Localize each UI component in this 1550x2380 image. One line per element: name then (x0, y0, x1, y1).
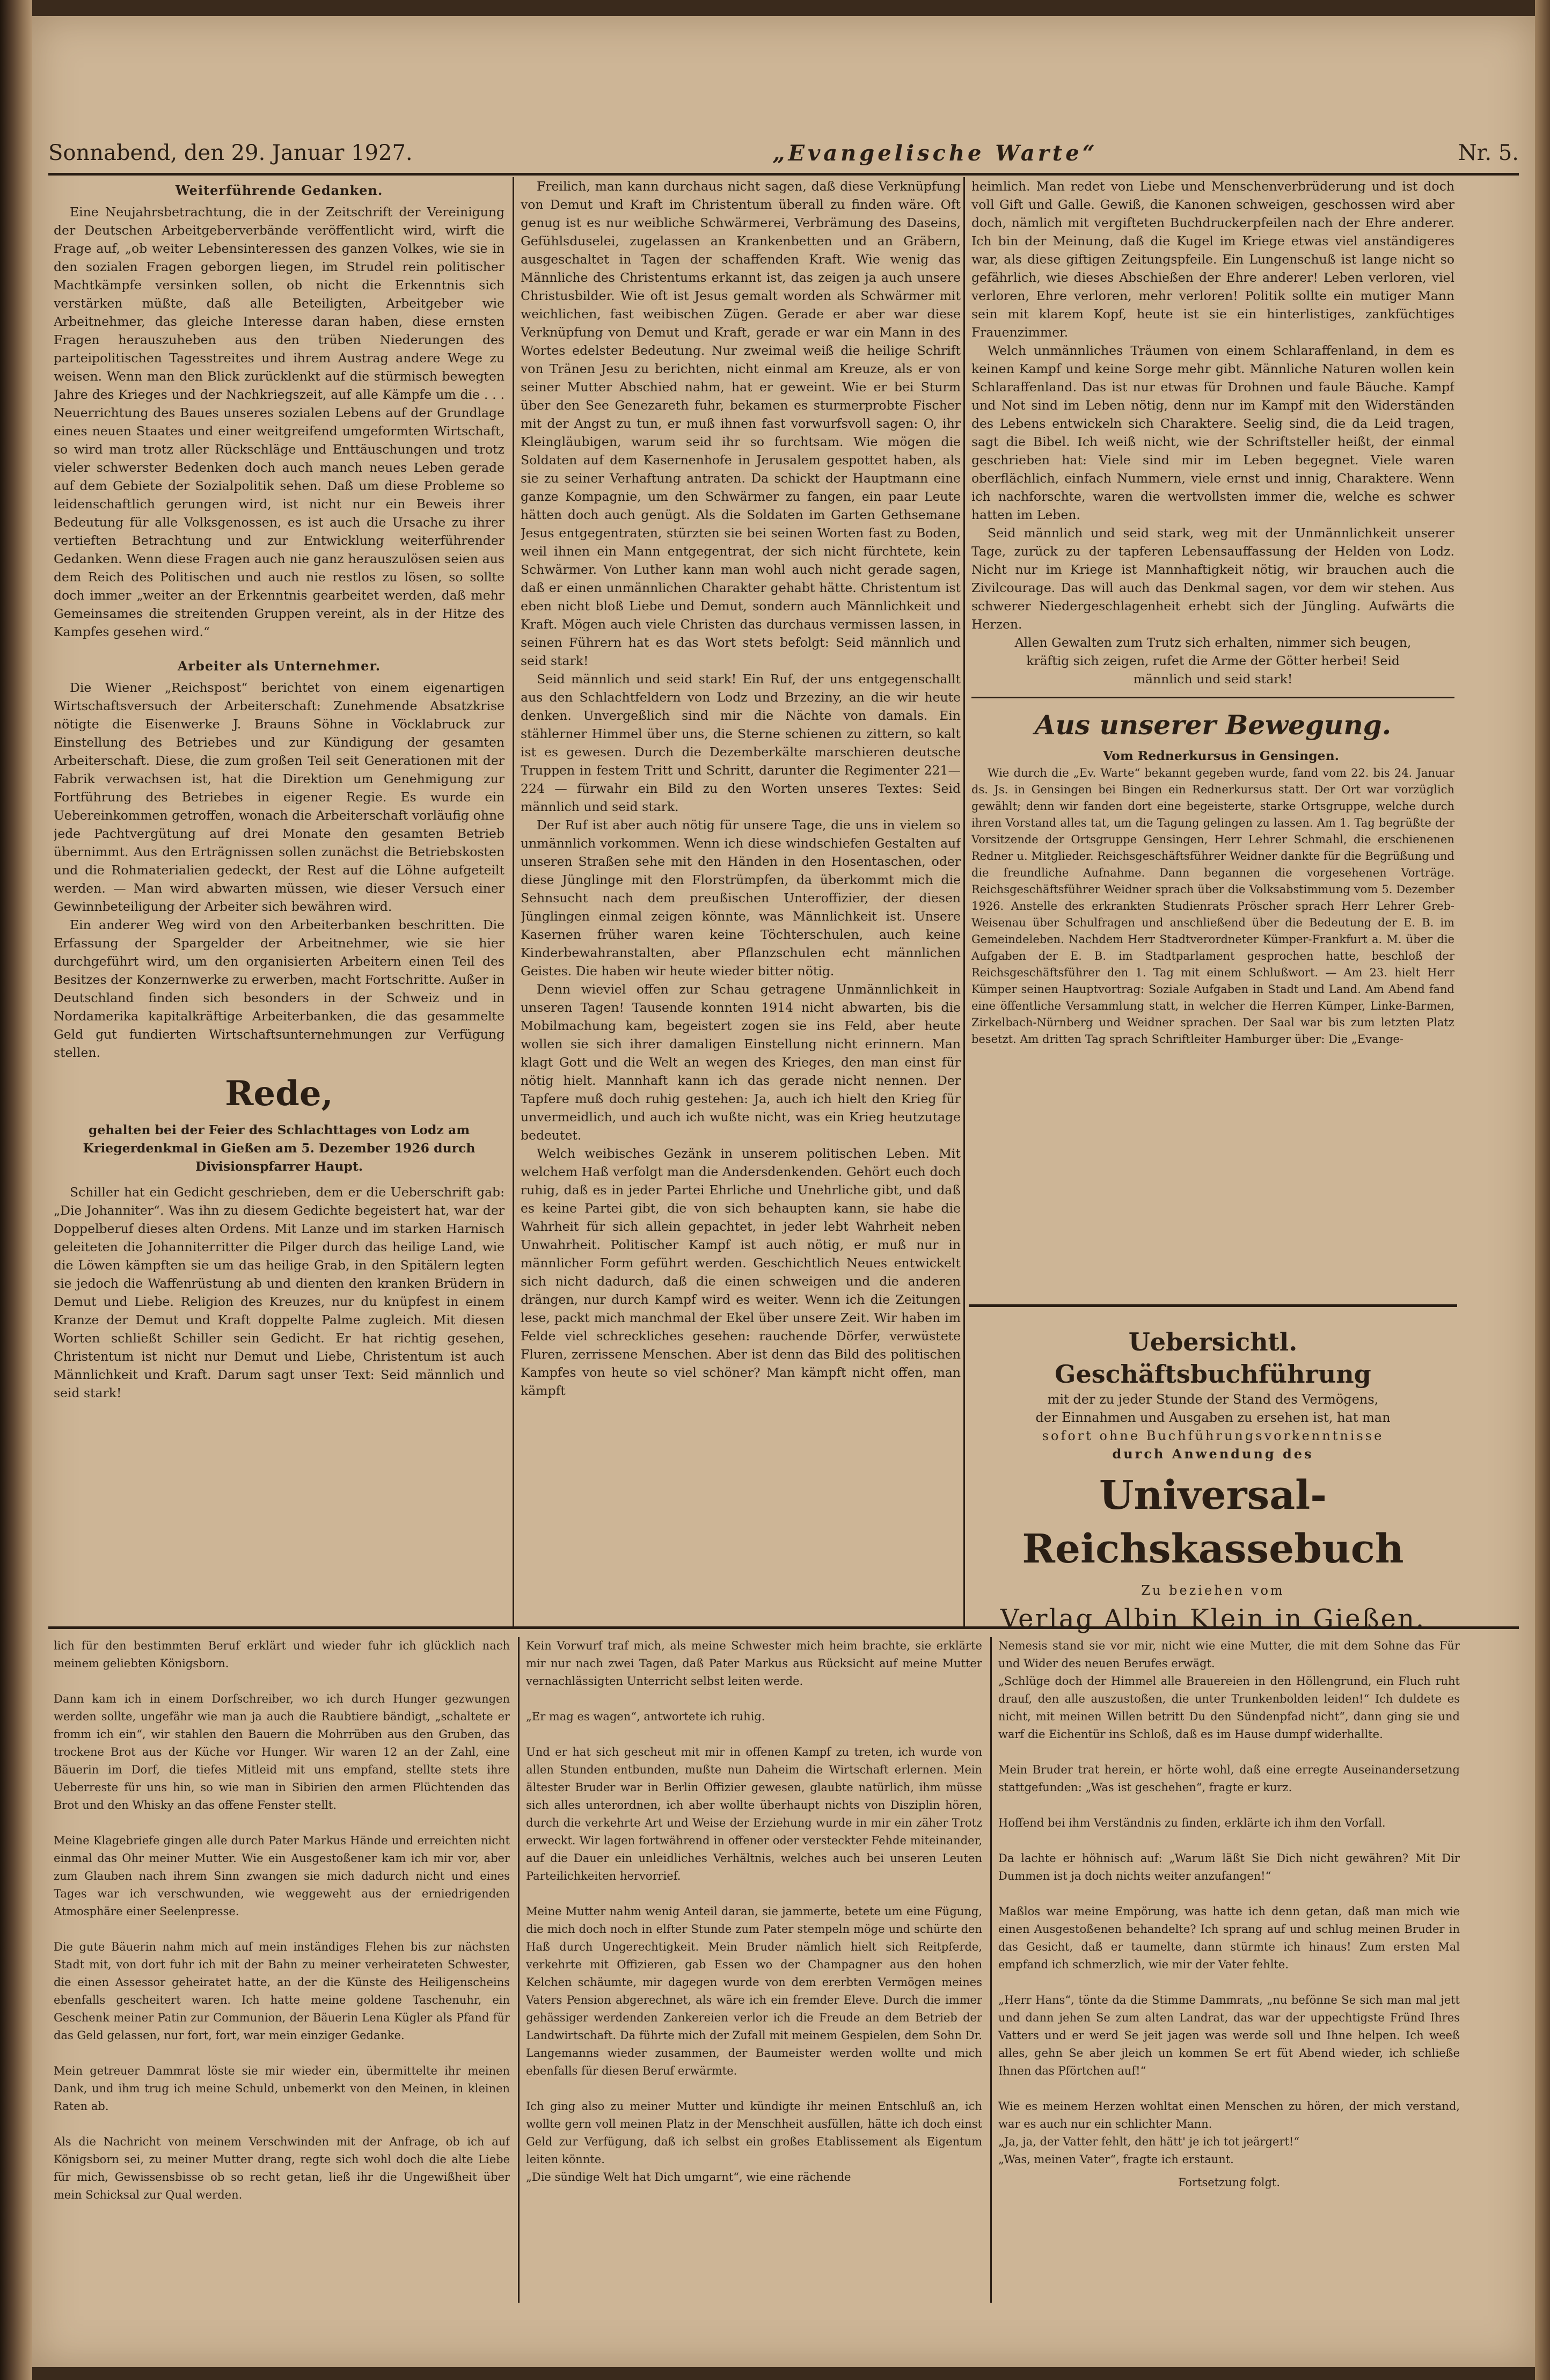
ad-product: Universal-Reichskassebuch (1022, 1472, 1404, 1572)
article-heading: Weiterführende Gedanken. (175, 182, 383, 198)
article-paragraph: Der Ruf ist aber auch nötig für unsere Tage, die uns in vielem so unmännlich vorkommen. Wenn ich diese windschiefen Gestalten auf unseren Straßen sehe mit den Händen in den Hosentaschen, oder diese Jünglinge mit den Florstrümpfen, da überkommt mich die Sehnsucht nach dem preußischen Unteroffizier, der diesen Jünglingen einmal zeigen könnte, was Männlichkeit ist. Unsere Kasernen früher waren keine Töchterschulen, auch keine Kinderbewahranstalten, aber Pflanzschulen echt männlichen Geistes. Die haben wir heute wieder bitter nötig. (521, 817, 961, 979)
article-paragraph: Seid männlich und seid stark! Ein Ruf, der uns entgegenschallt aus den Schlachtfeldern von Lodz und Brzeziny, an die wir heute denken. Unvergeßlich sind mir die Nächte von damals. Ein stählerner Himmel über uns, die Sterne schienen zu zittern, so kalt ist es gewesen. Durch die Dezemberkälte marschieren deutsche Truppen in festem Tritt und Schritt, darunter die Regimenter 221—224 — fürwahr ein Bild zu den Worten unseres Textes: Seid männlich und seid stark. (521, 671, 961, 814)
story-column-3 (998, 1637, 1460, 2313)
column-rule (518, 1637, 520, 2303)
article-paragraph: Denn wieviel offen zur Schau getragene Unmännlichkeit in unseren Tagen! Tausende konnten 1914 nicht abwarten, bis die Mobilmachung kam, begeistert zogen sie ins Feld, aber heute wollen sie sich ihrer damaligen Einstellung nicht erinnern. Man klagt Gott und die Welt an wegen des Krieges, den man einst für nötig hielt. Mannhaft kann ich das gerade nicht nennen. Der Tapfere muß doch ruhig gestehen: Ja, auch ich hielt den Krieg für unvermeidlich, und auch ich wußte nicht, was ein Krieg heutzutage bedeutet. (521, 982, 961, 1143)
issue-date: Sonnabend, den 29. Januar 1927. (48, 141, 413, 165)
issue-number: Nr. 5. (1458, 141, 1519, 165)
story-column-2: Kein Vorwurf traf mich, als meine Schwester mich heim brachte, sie erklärte mir nur nach zwei Tagen, daß Pater Markus aus Rücksicht auf meine Mutter vernachlässigten Unterricht selbst leiten werde. „Er mag es wagen“, antwortete ich ruhig. Und er hat sich gescheut mit mir in offenen Kampf zu treten, ich wurde von allen Stunden entbunden, mußte nun Daheim die Wirtschaft erlernen. Mein ältester Bruder war in Berlin Offizier gewesen, glaubte natürlich, ihm müsse sich alles unterordnen, ich aber wollte überhaupt nichts von Disziplin hören, durch die verkehrte Art und Weise der Erziehung wurde in mir ein zäher Trotz erweckt. Wir lagen fortwährend in offener oder versteckter Fehde miteinander, auf die Dauer ein unleidliches Verhältnis, welches auch bei unseren Leuten Parteilichkeiten hervorrief. Meine Mutter nahm wenig Anteil daran, sie jammerte, betete um eine Fügung, die mich doch noch in elfter Stunde zum Pater stempeln möge und schürte den Haß durch Ungerechtigkeit. Mein Bruder nämlich hielt sich Reitpferde, verkehrte mit Offizieren, gab Essen wo der Champagner aus den hohen Kelchen schäumte, mir dagegen wurde von dem ererbten Vermögen meines Vaters Pension abgerechnet, als wäre ich ein fremder Eleve. Durch die immer gehässiger werdenden Zankereien verlor ich die Freude an dem Betrieb der Landwirtschaft. Da führte mich der Zufall mit meinem Gespielen, dem Sohn Dr. Langemanns wieder zusammen, der Baumeister werden wollte und mich ebenfalls für diesen Beruf erwärmte. Ich ging also zu meiner Mutter und kündigte ihr meinen Entschluß an, ich wollte gern voll meinen Platz in der Menschheit ausfüllen, hätte ich doch einst Geld zur Verfügung, daß ich selbst ein großes Etablissement als Eigentum leiten könnte. „Die sündige Welt hat Dich umgarnt“, wie eine rächende (526, 1639, 982, 2184)
article-paragraph: Welch unmännliches Träumen von einem Schlaraffenland, in dem es keinen Kampf und keine Sorge mehr gibt. Männliche Naturen wollen kein Schlaraffenland. Das ist nur etwas für Drohnen und faule Bäuche. Kampf und Not sind im Leben nötig, denn nur im Kampf mit den Widerständen des Lebens entwickeln sich Charaktere. Seelig sind, die da Leid tragen, sagt die Bibel. Ich weiß nicht, wie der Schriftsteller heißt, der einmal geschrieben hat: Viele sind mir im Leben begegnet. Viele waren oberflächlich, einfach Nummern, viele ernst und innig, Charaktere. Wenn ich nachforschte, waren die wertvollsten immer die, welche es schwer hatten im Leben. (971, 343, 1454, 522)
ad-line: durch Anwendung des (1112, 1446, 1314, 1462)
article-paragraph: Die Wiener „Reichspost“ berichtet von einem eigenartigen Wirtschaftsversuch der Arbeiterschaft: Zunehmende Absatzkrise nötigte die Eisenwerke J. Brauns Söhne in Vöcklabruck zur Einstellung des Betriebes und zur Kündigung der gesamten Arbeiterschaft. Diese, die zum großen Teil seit Generationen mit der Fabrik verwachsen ist, hat die Direktion um Genehmigung zur Fortführung des Betriebes in eigener Regie. Es wurde ein Uebereinkommen getroffen, wonach die Arbeiterschaft vorläufig ohne jede Pachtvergütung auf drei Monate den gesamten Betrieb übernimmt. Aus den Erträgnissen sollen zunächst die Betriebskosten und die Rohmaterialien gedeckt, der Rest auf die Löhne aufgeteilt werden. — Man wird abwarten müssen, wie dieser Versuch einer Gewinnbeteiligung der Arbeiter sich bewähren wird. (54, 680, 505, 914)
ad-line: der Einnahmen und Ausgaben zu ersehen ist, hat man (1035, 1410, 1391, 1425)
article-paragraph: Ein anderer Weg wird von den Arbeiterbanken beschritten. Die Erfassung der Spargelder der Arbeitnehmer, wie sie hier durchgeführt wird, um den organisierten Arbeitern einen Teil des Besitzes der Konzernwerke zu erwerben, macht Fortschritte. Außer in Deutschland finden sich besonders in der Schweiz und in Nordamerika kapitalkräftige Arbeiterbanken, die das gesammelte Geld gut fundierten Wirtschaftsunternehmungen zur Verfügung stellen. (54, 917, 505, 1060)
book-binding (0, 0, 32, 2380)
article-paragraph: heimlich. Man redet von Liebe und Menschenverbrüderung und ist doch voll Gift und Galle. Gewiß, die Kanonen schweigen, geschossen wird aber doch, nämlich mit vergifteten Buchdruckerpfeilen nach der Ehre anderer. Ich bin der Meinung, daß die Kugel im Kriege etwas viel anständigeres war, als diese giftigen Zeitungspfeile. Ein Lungenschuß ist lange nicht so gefährlich, wie dieses Abschießen der Ehre anderer! Leben verloren, viel verloren, Ehre verloren, mehr verloren! Politik sollte ein mutiger Mann sein mit klarem Kopf, heute ist sie ein hinterlistiges, zankfüchtiges Frauenzimmer. (971, 179, 1454, 340)
ad-line: mit der zu jeder Stunde der Stand des Vermögens, (1047, 1392, 1379, 1407)
masthead (48, 134, 1519, 172)
article-paragraph: Seid männlich und seid stark, weg mit der Unmännlichkeit unserer Tage, zurück zu der tapferen Lebensauffassung der Helden von Lodz. Nicht nur im Kriege ist Mannhaftigkeit nötig, wir brauchen auch die Zivilcourage. Das will auch das Denkmal sagen, vor dem wir stehen. Aus schwerer Niedergeschlagenheit erhebt sich der Jüngling. Aufwärts die Herzen. (971, 525, 1454, 632)
article-paragraph: Eine Neujahrsbetrachtung, die in der Zeitschrift der Vereinigung der Deutschen Arbeitgeberverbände veröffentlicht wird, wirft die Frage auf, „ob weiter Lebensinteressen des ganzen Volkes, wie sie in den sozialen Fragen geborgen liegen, im Strudel rein politischer Machtkämpfe versinken sollen, ob nicht die Erkenntnis sich verstärken müßte, daß alle Beteiligten, Arbeitgeber wie Arbeitnehmer, das gleiche Interesse daran haben, diese ernsten Fragen herauszuheben aus den trüben Niederungen des parteipolitischen Tagesstreites und ihrem Austrag andere Wege zu weisen. Wenn man den Blick zurücklenkt auf die stürmisch bewegten Jahre des Krieges und der Nachkriegszeit, auf alle Kämpfe um die . . . Neuerrichtung des Baues unseres sozialen Lebens auf der Grundlage eines neuen Staates und einer weitgreifend umgeformten Wirtschaft, so wird man trotz aller Rückschläge und Enttäuschungen und trotz vieler schwerster Bedenken doch auch manch neues Leben gerade auf dem Gebiete der Sozialpolitik sehen. Daß um diese Probleme so leidenschaftlich gerungen wird, ist nicht nur ein Beweis ihrer Bedeutung für alle Volksgenossen, es ist auch die Ursache zu ihrer vertieften Betrachtung und zur Entwicklung weiterführender Gedanken. Wenn diese Fragen auch nie ganz herauszulösen seien aus dem Reich des Politischen und auch nie restlos zu lösen, so sollte doch immer „weiter an der Erkenntnis gearbeitet werden, daß mehr Gemeinsames die streitenden Gruppen vereint, als in der Hitze des Kampfes gesehen wird.“ (54, 205, 505, 639)
paper-title: „Evangelische Warte“ (772, 140, 1098, 166)
speech-heading: Rede, (225, 1074, 333, 1114)
section-subheading: Vom Rednerkursus in Gensingen. (1103, 748, 1339, 763)
column-3 (971, 177, 1454, 1294)
column-rule (990, 1637, 992, 2303)
story-text: Nemesis stand sie vor mir, nicht wie eine Mutter, die mit dem Sohne das Für und Wider des neuen Berufes erwägt. „Schlüge doch der Himmel alle Brauereien in den Höllengrund, ein Fluch ruht drauf, den alle auszustoßen, die unter Trunkenbolden leiden!“ Ich duldete es nicht, mit meinen Willen betritt Du den Sündenpfad nicht“, dann ging sie und warf die Eichentür ins Schloß, daß es im Hause dumpf widerhallte. Mein Bruder trat herein, er hörte wohl, daß eine erregte Auseinandersetzung stattgefunden: „Was ist geschehen“, fragte er kurz. Hoffend bei ihm Verständnis zu finden, erklärte ich ihm den Vorfall. Da lachte er höhnisch auf: „Warum läßt Sie Dich nicht gewähren? Mit Dir Dummen ist ja doch nichts weiter anzufangen!“ Maßlos war meine Empörung, was hatte ich denn getan, daß man mich wie einen Ausgestoßenen behandelte? Ich sprang auf und schlug meinen Bruder in das Gesicht, daß er taumelte, dann stürmte ich hinaus! Zum ersten Mal empfand ich schmerzlich, wie mir der Vater fehlte. „Herr Hans“, tönte da die Stimme Dammrats, „nu befönne Se sich man mal jett und dann jehen Se zum alten Landrat, das war der uppechtigste Fründ Ihres Vatters und er werd Se jeit jagen was werde soll und Ihne helpen. Ich weeß alles, gehn Se aber jleich un kommen Se ert füt Abend wieder, ich schließe Ihnen das Pförtchen auf!“ Wie es meinem Herzen wohltat einen Menschen zu hören, der mich verstand, war es auch nur ein schlichter Mann. „Ja, ja, der Vatter fehlt, den hätt' je ich tot jeärgert!“ „Was, meinen Vater“, fragte ich erstaunt. (998, 1639, 1460, 2166)
ad-rule-top (969, 1304, 1457, 1307)
advertisement (969, 1320, 1457, 1634)
continued-note: Fortsetzung folgt. (1178, 2176, 1281, 2189)
poem: Allen Gewalten zum Trutz sich erhalten, nimmer sich beugen, kräftig sich zeigen, rufet die Arme der Götter herbei! Seid männlich und seid stark! (1014, 635, 1412, 687)
article-heading: Arbeiter als Unternehmer. (177, 658, 381, 674)
section-rule (48, 1626, 1519, 1629)
article-paragraph: Freilich, man kann durchaus nicht sagen, daß diese Verknüpfung von Demut und Kraft im Christentum überall zu finden wäre. Oft genug ist es nur weibliche Schwärmerei, Verbrämung des Daseins, Gefühlsduselei, zugelassen an Krankenbetten und an Gräbern, ausgeschaltet in Tagen der schaffenden Kraft. Wie wenig das Männliche des Christentums erkannt ist, das zeigen ja auch unsere Christusbilder. Wie oft ist Jesus gemalt worden als Schwärmer mit weichlichen, fast weibischen Zügen. Gerade er aber war diese Verknüpfung von Demut und Kraft, gerade er war ein Mann in des Wortes edelster Bedeutung. Nur zweimal weiß die heilige Schrift von Tränen Jesu zu berichten, nicht einmal am Kreuze, als er von seiner Mutter Abschied nahm, hat er geweint. Wie er bei Sturm über den See Genezareth fuhr, bekamen es sturmerprobte Fischer mit der Angst zu tun, er muß ihnen fast vorwurfsvoll sagen: O, ihr Kleingläubigen, warum seid ihr so furchtsam. Wie mögen die Soldaten auf dem Kasernenhofe in Jerusalem gespottet haben, als sie zu seiner Verhaftung antraten. Da schickt der Hauptmann eine ganze Kompagnie, um den Schwärmer zu fangen, ein paar Leute hätten doch auch genügt. Als die Soldaten im Garten Gethsemane Jesus entgegentraten, stürzten sie bei seinen Worten fast zu Boden, weil ihnen ein Mann entgegentrat, der sich nicht fürchtete, kein Schwärmer. Von Luther kann man wohl auch nicht gerade sagen, daß er einen unmännlichen Charakter gehabt hätte. Christentum ist eben nicht bloß Liebe und Demut, sondern auch Männlichkeit und Kraft. Mögen auch viele Christen das durchaus vermissen lassen, in seinen Führern hat es das Wort stets befolgt: Seid männlich und seid stark! (521, 179, 961, 668)
ad-publisher: Verlag Albin Klein in Gießen. (1000, 1604, 1426, 1634)
story-column-1: lich für den bestimmten Beruf erklärt und wieder fuhr ich glücklich nach meinem geliebten Königsborn. Dann kam ich in einem Dorfschreiber, wo ich durch Hunger gezwungen werden sollte, ungefähr wie man ja auch die Raubtiere bändigt, „schaltete er fromm ich ein“, wir stahlen den Bauern die Mohrrüben aus den Gruben, das trockene Brot aus der Küche vor Hunger. Wir waren 12 an der Zahl, eine Bäuerin im Dorf, die tiefes Mitleid mit uns empfand, stellte stets ihre Ueberreste für uns hin, so wie man in Sibirien den armen Flüchtenden das Brot und den Whisky an das offene Fenster stellt. Meine Klagebriefe gingen alle durch Pater Markus Hände und erreichten nicht einmal das Ohr meiner Mutter. Wie ein Ausgestoßener kam ich mir vor, aber zum Glauben nach ihrem Sinn zwangen sie mich dadurch nicht und eines Tages war ich verschwunden, wie weggeweht aus der erniedrigenden Atmosphäre einer Seelenpresse. Die gute Bäuerin nahm mich auf mein inständiges Flehen bis zur nächsten Stadt mit, von dort fuhr ich mit der Bahn zu meiner verheirateten Schwester, die einen Assessor geheiratet hatte, an der die Künste des Heiligenscheins ebenfalls gescheitert waren. Ich hatte meine goldene Taschenuhr, ein Geschenk meiner Patin zur Communion, der Bäuerin Lena Kügler als Pfand für das Geld gelassen, nur fort, fort, war mein einziger Gedanke. Mein getreuer Dammrat löste sie mir wieder ein, übermittelte ihr meinen Dank, und ihm trug ich meine Schuld, unbemerkt von den Meinen, in kleinen Raten ab. Als die Nachricht von meinem Verschwinden mit der Anfrage, ob ich auf Königsborn sei, zu meiner Mutter drang, regte sich wohl doch die alte Liebe für mich, Gewissensbisse ob so recht getan, ließ ihr die Ungewißheit über mein Schicksal zur Qual werden. (54, 1639, 510, 2201)
masthead-rule (48, 173, 1519, 176)
column-rule (963, 177, 965, 1626)
section-rule (971, 697, 1454, 698)
column-2 (521, 177, 961, 1626)
page-edge (1535, 0, 1550, 2380)
column-1 (54, 177, 505, 1626)
column-rule (513, 177, 514, 1626)
article-paragraph: Welch weibisches Gezänk in unserem politischen Leben. Mit welchem Haß verfolgt man die Andersdenkenden. Gehört euch doch ruhig, daß es in jeder Partei Ehrliche und Unehrliche gibt, und daß es keine Partei gibt, die von sich behaupten kann, sie habe die Wahrheit für sich allein gepachtet, in jeder lebt Wahrheit neben Unwahrheit. Politischer Kampf ist auch nötig, er muß nur in männlicher Form geführt werden. Geschichtlich Neues entwickelt sich nicht dadurch, daß die einen schweigen und die anderen drängen, nur durch Kampf wird es weiter. Wenn ich die Zeitungen lese, packt mich manchmal der Ekel über unsere Zeit. Wir haben im Felde viel schreckliches gesehen: rauchende Dörfer, verwüstete Fluren, zerrissene Menschen. Aber ist denn das Bild des politischen Kampfes von heute so viel schöner? Man kämpft nicht offen, man kämpft (521, 1146, 961, 1398)
ad-line: sofort ohne Buchführungsvorkenntnisse (1042, 1428, 1384, 1443)
article-paragraph: Schiller hat ein Gedicht geschrieben, dem er die Ueberschrift gab: „Die Johanniter“. Was ihn zu diesem Gedichte begeistert hat, war der Doppelberuf dieses alten Ordens. Mit Lanze und im starken Harnisch geleiteten die Johanniterritter die Pilger durch das heilige Land, wie die Löwen kämpften sie um das heilige Grab, in den Spitälern legten sie jedoch die Waffenrüstung ab und dienten den kranken Brüdern in Demut und Liebe. Religion des Kreuzes, nur du knüpfest in einem Kranze der Demut und Kraft doppelte Palme zugleich. Mit diesen Worten schließt Schiller sein Gedicht. Er hat richtig gesehen, Christentum ist nicht nur Demut und Liebe, Christentum ist auch Männlichkeit und Kraft. Darum sagt unser Text: Seid männlich und seid stark! (54, 1185, 505, 1400)
article-paragraph: Wie durch die „Ev. Warte“ bekannt gegeben wurde, fand vom 22. bis 24. Januar ds. Js. in Gensingen bei Bingen ein Rednerkursus statt. Der Ort war vorzüglich gewählt; denn wir fanden dort eine begeisterte, starke Ortsgruppe, welche durch ihren Vorstand alles tat, um die Tagung gelingen zu lassen. Am 1. Tag begrüßte der Vorsitzende der Ortsgruppe Gensingen, Herr Lehrer Schmahl, die erschienenen Redner u. Mitglieder. Reichsgeschäftsführer Weidner dankte für die Begrüßung und die freundliche Aufnahme. Dann begannen die vorgesehenen Vorträge. Reichsgeschäftsführer Weidner sprach über die Volksabstimmung vom 5. Dezember 1926. Anstelle des erkrankten Studienrats Pröscher sprach Herr Lehrer Greb-Weisenau über Schulfragen und anschließend über die Bedeutung der E. B. im Gemeindeleben. Nachdem Herr Stadtverordneter Kümper-Frankfurt a. M. über die Aufgaben der E. B. im Stadtparlament gesprochen hatte, beschloß der Reichsgeschäftsführer den 1. Tag mit einem Schlußwort. — Am 23. hielt Herr Kümper seinen Hauptvortrag: Soziale Aufgaben in Stadt und Land. Am Abend fand eine öffentliche Versammlung statt, in welcher die Herren Kümper, Linke-Barmen, Zirkelbach-Nürnberg und Weidner sprachen. Der Saal war bis zum letzten Platz besetzt. Am dritten Tag sprach Schriftleiter Hamburger über: Die „Evange- (971, 766, 1454, 1046)
ad-line: Zu beziehen vom (1141, 1583, 1285, 1598)
newspaper-page (32, 16, 1535, 2367)
ad-headline: Uebersichtl. Geschäftsbuchführung (1055, 1327, 1371, 1389)
speech-subheading: gehalten bei der Feier des Schlachttages von Lodz am Kriegerdenkmal in Gießen am 5. Dezember 1926 durch Divisionspfarrer Haupt. (83, 1122, 476, 1174)
section-heading: Aus unserer Bewegung. (1034, 709, 1392, 741)
